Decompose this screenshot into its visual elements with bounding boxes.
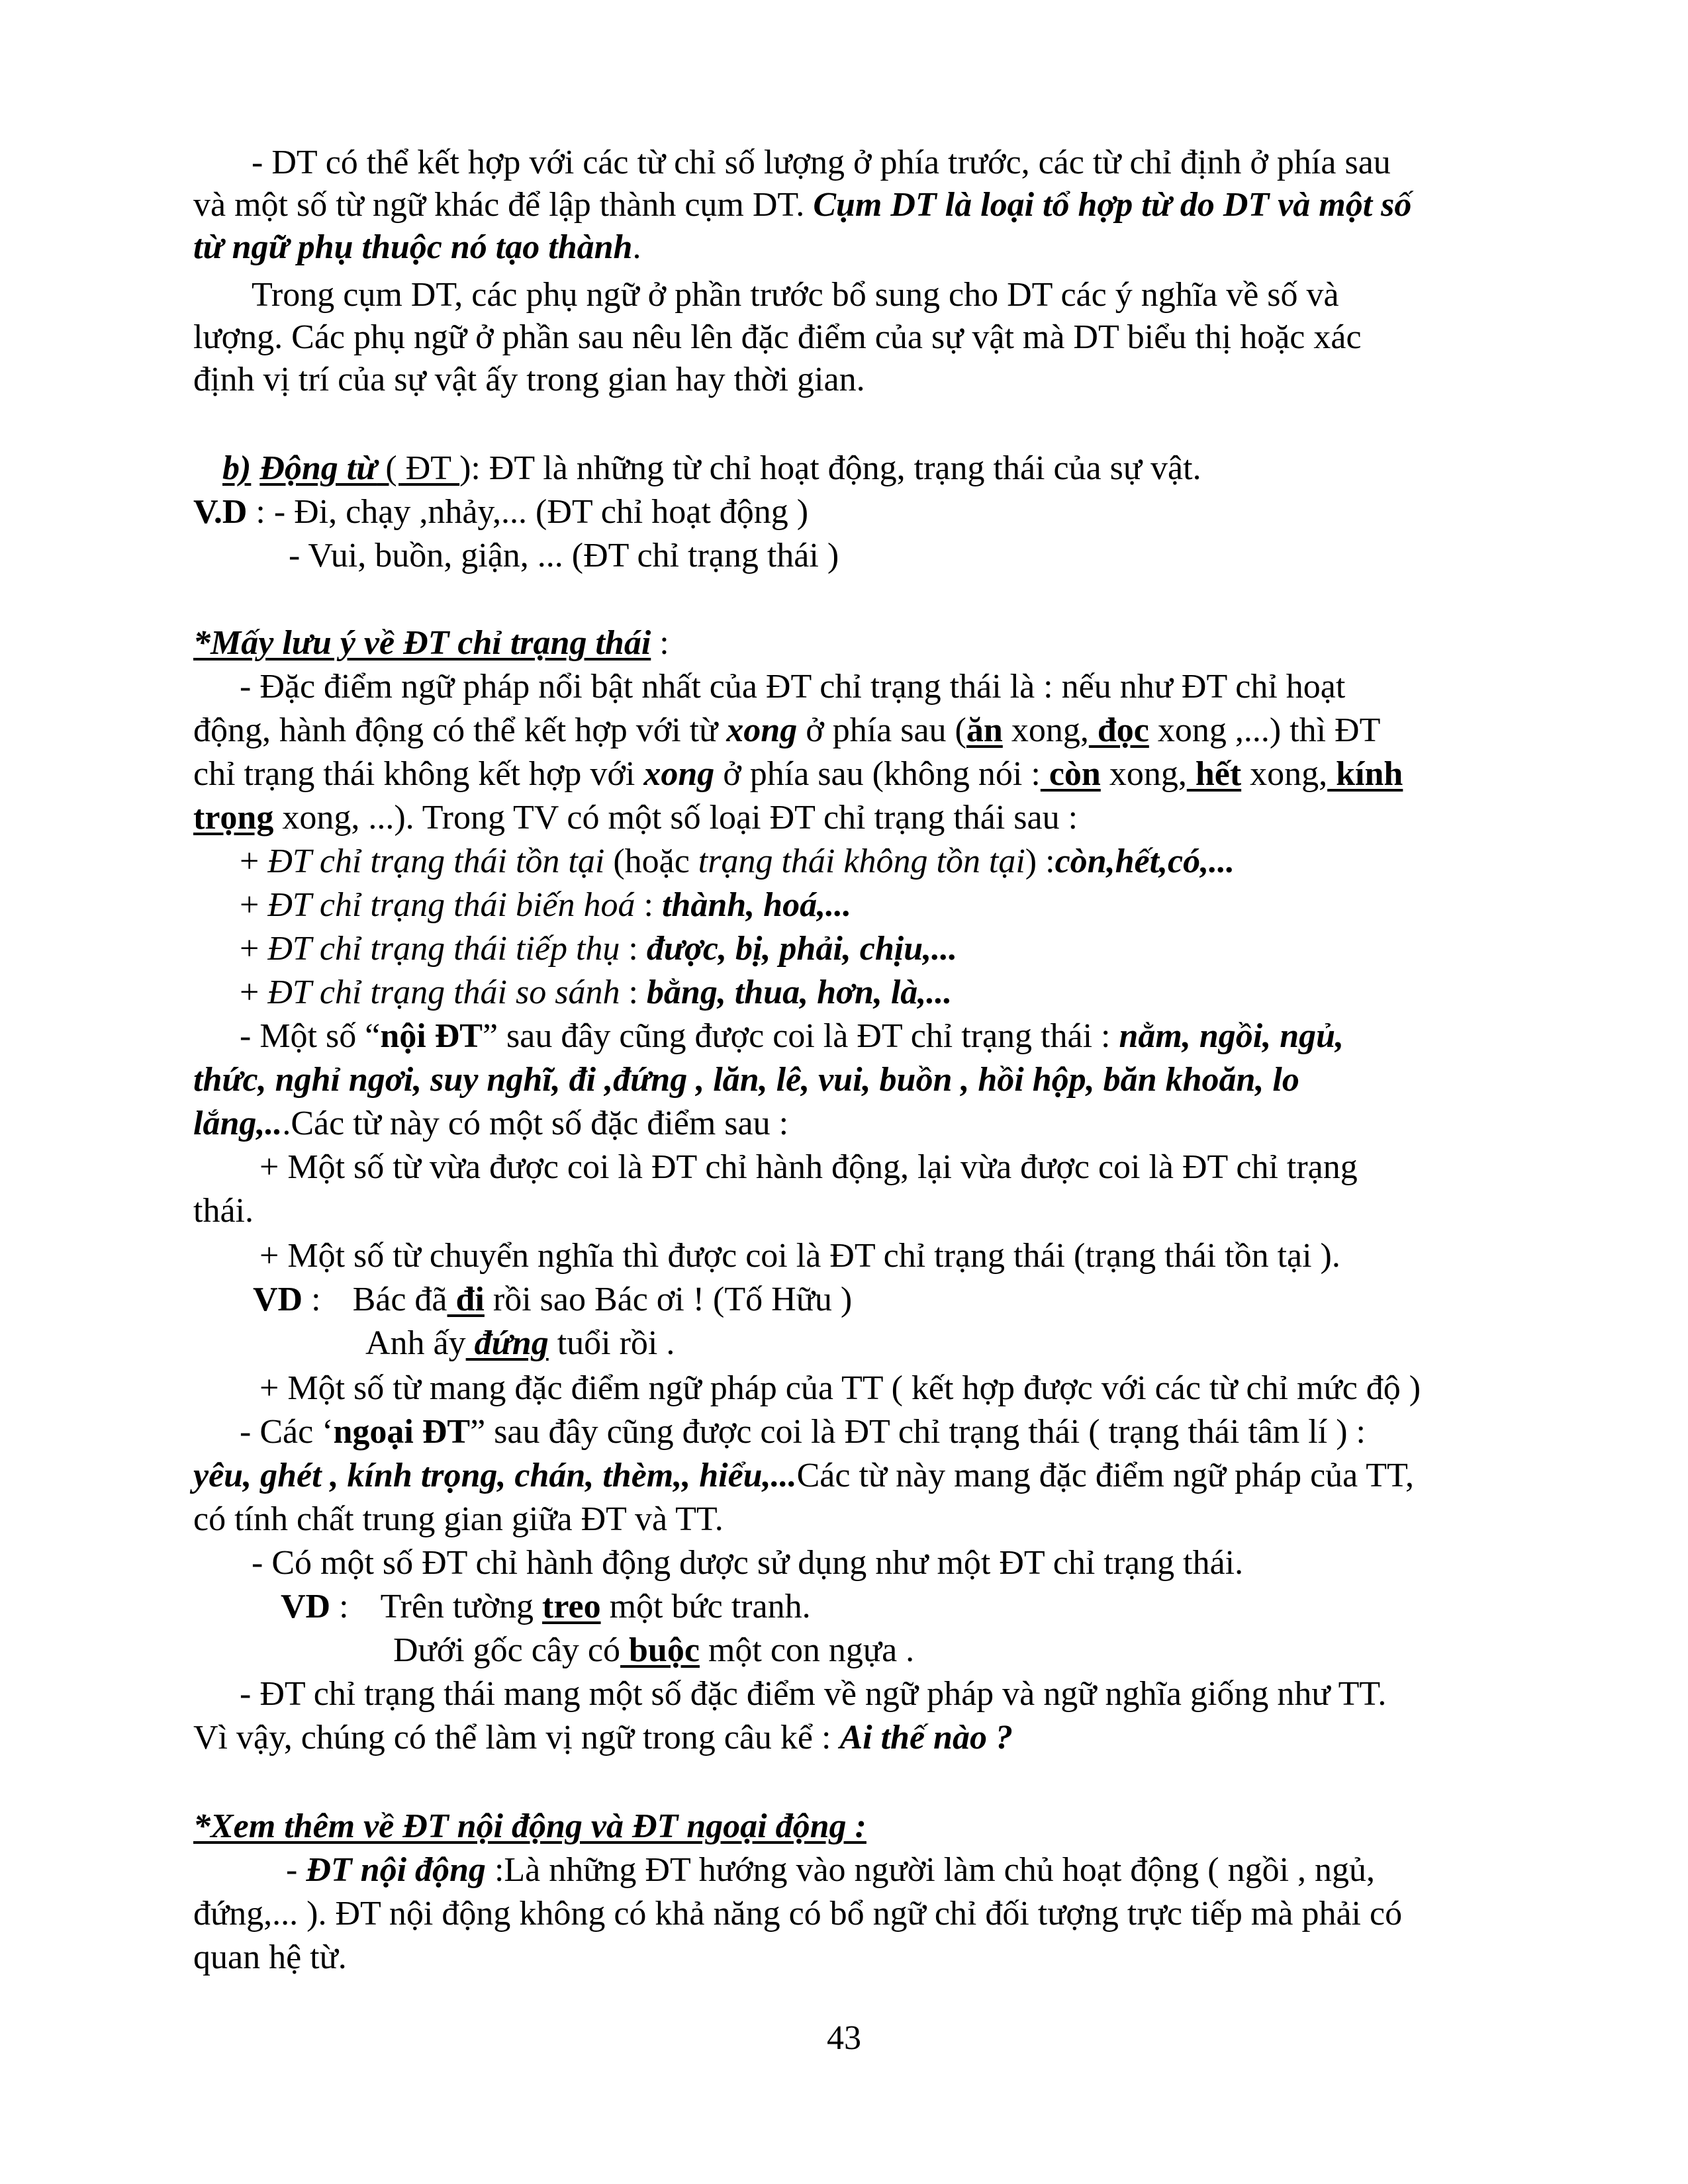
text-run: - Vui, buồn, giận, ... (ĐT chỉ trạng thái ) xyxy=(289,537,839,574)
text-run: - Đặc điểm ngữ pháp nổi bật nhất của ĐT chỉ trạng thái là : nếu như ĐT chỉ hoạt xyxy=(240,668,1346,705)
text-line-5 xyxy=(193,316,1362,359)
text-run: lượng. Các phụ ngữ ở phần sau nêu lên đặc điểm của sự vật mà DT biểu thị hoặc xác xyxy=(193,318,1362,356)
bullet-3 xyxy=(240,928,957,970)
text-run: thái. xyxy=(193,1192,254,1230)
definition-bold-italic: từ ngữ phụ thuộc nó tạo thành xyxy=(193,228,633,266)
example-line-2 xyxy=(289,535,839,577)
text-line-11 xyxy=(240,666,1345,708)
text-run: : xyxy=(651,624,669,662)
text-run: ” sau đây cũng được coi là ĐT chỉ trạng thái ( trạng thái tâm lí ) : xyxy=(470,1413,1366,1451)
text-run: - xyxy=(286,1851,306,1889)
underlined-word: đứng xyxy=(465,1324,549,1362)
text-run: Trên tường xyxy=(380,1588,543,1625)
italic-term: ĐT chỉ trạng thái tiếp thụ xyxy=(267,930,620,968)
emphasis: Ai thế nào ? xyxy=(839,1719,1013,1756)
text-run: chỉ trạng thái không kết hợp với xyxy=(193,755,644,793)
bold-term: nội ĐT xyxy=(380,1017,483,1055)
text-line-6 xyxy=(193,359,865,401)
text-run: :Là những ĐT hướng vào người làm chủ hoạt động ( ngồi , ngủ, xyxy=(485,1851,1376,1889)
subheading: *Mấy lưu ý về ĐT chỉ trạng thái xyxy=(193,624,651,662)
text-line-14 xyxy=(193,797,1078,839)
example-label: V.D xyxy=(193,493,248,531)
text-run: quan hệ từ. xyxy=(193,1938,347,1976)
text-run: xong, xyxy=(1002,711,1089,749)
examples-bold-italic: lắng,.. xyxy=(193,1105,283,1142)
text-line-34 xyxy=(240,1673,1386,1715)
text-run: + Một số từ vừa được coi là ĐT chỉ hành động, lại vừa được coi là ĐT chỉ trạng xyxy=(259,1148,1358,1186)
text-line-24 xyxy=(259,1235,1340,1277)
text-run: : xyxy=(635,886,662,924)
text-run: xong, xyxy=(1241,755,1328,793)
subheading: *Xem thêm về ĐT nội động và ĐT ngoại động : xyxy=(193,1807,867,1845)
text-run: ở phía sau (không nói : xyxy=(714,755,1041,793)
example-line-1 xyxy=(193,491,808,533)
text-run: đứng,... ). ĐT nội động không có khả năng có bổ ngữ chỉ đối tượng trực tiếp mà phải có xyxy=(193,1895,1403,1933)
text-line-21 xyxy=(193,1103,788,1145)
text-line-1 xyxy=(252,142,1391,184)
text-run: (hoặc xyxy=(604,842,698,880)
text-run: ở phía sau ( xyxy=(797,711,966,749)
text-run: - Một số “ xyxy=(240,1017,381,1055)
text-line-20 xyxy=(193,1059,1299,1101)
underlined-word: hết xyxy=(1186,755,1242,793)
examples-bold-italic: được, bị, phải, chịu,... xyxy=(646,930,958,968)
underlined-word: treo xyxy=(542,1588,601,1625)
examples-bold-italic: nằm, ngồi, ngủ, xyxy=(1119,1017,1344,1055)
text-run: một bức tranh. xyxy=(600,1588,811,1625)
bullet-marker: + xyxy=(240,930,268,968)
text-run: - Có một số ĐT chỉ hành động dược sử dụng như một ĐT chỉ trạng thái. xyxy=(252,1544,1244,1582)
examples-bold-italic: thành, hoá,... xyxy=(661,886,852,924)
text-run: ” sau đây cũng được coi là ĐT chỉ trạng thái : xyxy=(482,1017,1119,1055)
text-run: - DT có thể kết hợp với các từ chỉ số lượng ở phía trước, các từ chỉ định ở phía sau xyxy=(252,144,1391,181)
text-run: Trong cụm DT, các phụ ngữ ở phần trước bổ sung cho DT các ý nghĩa về số và xyxy=(252,276,1339,314)
heading-abbrev: ( ĐT xyxy=(377,449,460,487)
text-run: : xyxy=(303,1281,321,1318)
example-line-4 xyxy=(365,1322,675,1365)
bold-term: ngoại ĐT xyxy=(333,1413,471,1451)
section-b-heading xyxy=(222,447,1201,490)
underlined-word: ăn xyxy=(966,711,1003,749)
text-run: : - Đi, chạy ,nhảy,... (ĐT chỉ hoạt động ) xyxy=(247,493,809,531)
text-line-4 xyxy=(252,274,1339,316)
underlined-word: đọc xyxy=(1088,711,1149,749)
text-run: . xyxy=(632,228,641,266)
text-run: Vì vậy, chúng có thể làm vị ngữ trong câu kể : xyxy=(193,1719,840,1756)
italic-term: ĐT chỉ trạng thái biến hoá xyxy=(267,886,635,924)
text-line-28 xyxy=(240,1411,1366,1453)
example-line-3 xyxy=(253,1279,852,1321)
text-run: - ĐT chỉ trạng thái mang một số đặc điểm về ngữ pháp và ngữ nghĩa giống như TT. xyxy=(240,1675,1387,1713)
bullet-marker: + xyxy=(240,974,268,1011)
text-line-22 xyxy=(259,1146,1358,1189)
text-run: Bác đã xyxy=(352,1281,447,1318)
text-line-35 xyxy=(193,1717,1013,1759)
text-line-37 xyxy=(286,1849,1375,1891)
text-run: tuổi rồi . xyxy=(548,1324,675,1362)
text-run: Các từ này mang đặc điểm ngữ pháp của TT, xyxy=(796,1457,1414,1494)
text-line-12 xyxy=(193,709,1380,752)
underlined-word: còn xyxy=(1040,755,1101,793)
text-run: Dưới gốc cây có xyxy=(393,1631,621,1669)
text-run: xong ,...) thì ĐT xyxy=(1149,711,1381,749)
text-run: rồi sao Bác ơi ! (Tố Hữu ) xyxy=(484,1281,853,1318)
heading-title: Động từ xyxy=(259,449,377,487)
underlined-word: buộc xyxy=(620,1631,700,1669)
italic-term: ĐT chỉ trạng thái so sánh xyxy=(267,974,620,1011)
notes-heading xyxy=(193,622,669,664)
bullet-marker: + xyxy=(240,886,268,924)
text-run: xong, xyxy=(1100,755,1187,793)
bold-italic-term: ĐT nội động xyxy=(306,1851,486,1889)
text-line-23 xyxy=(193,1190,254,1232)
text-line-39 xyxy=(193,1936,347,1979)
bullet-2 xyxy=(240,884,851,927)
examples-bold-italic: bằng, thua, hơn, là,... xyxy=(646,974,953,1011)
text-run: ): ĐT là những từ chỉ hoạt động, trạng thái của sự vật. xyxy=(459,449,1201,487)
text-run: .Các từ này có một số đặc điểm sau : xyxy=(282,1105,789,1142)
text-run: một con ngựa . xyxy=(699,1631,915,1669)
text-run: có tính chất trung gian giữa ĐT và TT. xyxy=(193,1500,724,1538)
example-line-5 xyxy=(281,1586,811,1628)
bullet-1 xyxy=(240,841,1235,883)
text-run: : xyxy=(330,1588,349,1625)
text-run: + Một số từ mang đặc điểm ngữ pháp của TT ( kết hợp được với các từ chỉ mức độ ) xyxy=(259,1369,1421,1407)
text-run: Anh ấy xyxy=(365,1324,466,1362)
example-label: VD xyxy=(281,1588,331,1625)
example-label: VD xyxy=(253,1281,303,1318)
text-line-3 xyxy=(193,226,641,269)
heading-marker: b) xyxy=(222,449,252,487)
text-line-29 xyxy=(193,1455,1414,1497)
text-line-2 xyxy=(193,184,1411,226)
text-run: : xyxy=(620,974,647,1011)
emphasis: xong xyxy=(643,755,715,793)
examples-bold-italic: thức, nghỉ ngơi, suy nghĩ, đi ,đứng , lăn, lê, vui, buồn , hồi hộp, băn khoăn, lo xyxy=(193,1061,1299,1099)
text-line-31 xyxy=(252,1542,1243,1584)
definition-bold-italic: Cụm DT là loại tổ hợp từ do DT và một số xyxy=(813,186,1412,224)
italic-term: trạng thái không tồn tại xyxy=(698,842,1025,880)
underlined-word: trọng xyxy=(193,799,274,837)
see-more-heading xyxy=(193,1805,867,1848)
text-run: ) : xyxy=(1025,842,1055,880)
text-run: và một số từ ngữ khác để lập thành cụm DT. xyxy=(193,186,814,224)
text-line-30 xyxy=(193,1498,724,1541)
text-line-19 xyxy=(240,1015,1344,1058)
text-run: động, hành động có thể kết hợp với từ xyxy=(193,711,727,749)
text-line-13 xyxy=(193,753,1403,796)
bullet-marker: + xyxy=(240,842,268,880)
underlined-word: kính xyxy=(1327,755,1403,793)
text-line-27 xyxy=(259,1367,1421,1410)
italic-term: ĐT chỉ trạng thái tồn tại xyxy=(267,842,605,880)
text-run: + Một số từ chuyển nghĩa thì được coi là ĐT chỉ trạng thái (trạng thái tồn tại ). xyxy=(259,1237,1340,1275)
text-run: định vị trí của sự vật ấy trong gian hay thời gian. xyxy=(193,361,865,398)
example-line-6 xyxy=(393,1629,914,1672)
emphasis: xong xyxy=(726,711,798,749)
text-run: - Các ‘ xyxy=(240,1413,334,1451)
examples-bold-italic: còn,hết,có,... xyxy=(1055,842,1235,880)
page-number: 43 xyxy=(827,2019,861,2057)
underlined-word: đi xyxy=(447,1281,485,1318)
examples-bold-italic: yêu, ghét , kính trọng, chán, thèm,, hiểu,... xyxy=(193,1457,797,1494)
bullet-4 xyxy=(240,972,952,1014)
text-run: : xyxy=(620,930,647,968)
text-run xyxy=(251,449,259,487)
text-line-38 xyxy=(193,1893,1402,1935)
text-run: xong, ...). Trong TV có một số loại ĐT chỉ trạng thái sau : xyxy=(273,799,1078,837)
